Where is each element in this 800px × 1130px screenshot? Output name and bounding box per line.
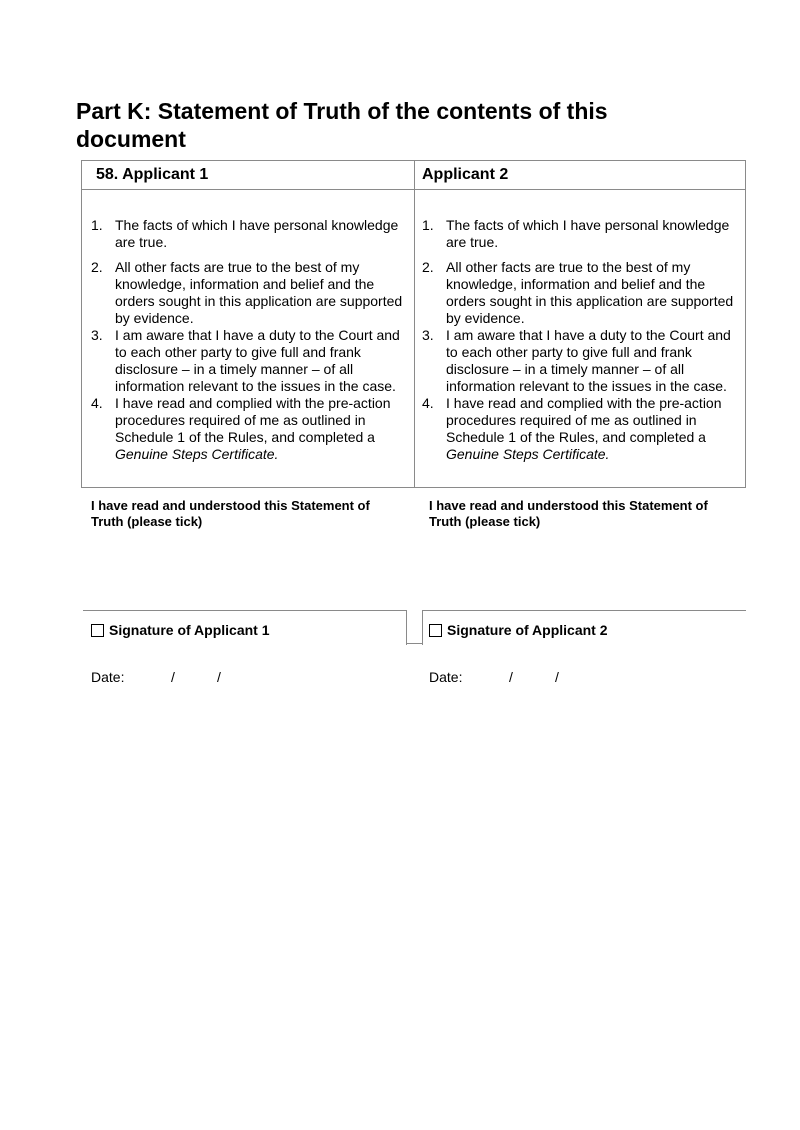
statement-text: All other facts are true to the best of my knowledge, information and belief and the orders sought in this application are supported by evidence.: [446, 259, 734, 326]
applicant2-signature-label: Signature of Applicant 2: [447, 622, 608, 638]
statement-number: 4.: [422, 395, 434, 411]
statement-text: I have read and complied with the pre-action procedures required of me as outlined in Schedule 1 of the Rules, and completed a: [115, 395, 391, 445]
applicant1-date-row[interactable]: [91, 668, 263, 686]
statement-text-italic: Genuine Steps Certificate.: [115, 446, 279, 462]
statement-of-truth-table: [81, 160, 746, 488]
statement-number: 1.: [422, 217, 434, 233]
applicant1-signature-row: [91, 621, 270, 639]
applicant1-statements-list: [82, 190, 414, 467]
applicant1-statements-cell: [82, 190, 415, 488]
applicant2-statements-list: [415, 190, 745, 467]
applicant1-tick-checkbox[interactable]: [91, 624, 104, 637]
statement-number: 2.: [422, 259, 434, 275]
date-label: Date:: [91, 669, 125, 685]
statement-text: The facts of which I have personal knowledge are true.: [115, 217, 399, 250]
statement-item: [91, 259, 408, 327]
statement-text: All other facts are true to the best of my knowledge, information and belief and the orders sought in this application are supported by evidence.: [115, 259, 403, 326]
statement-text: I am aware that I have a duty to the Court and to each other party to give full and frank disclosure – in a timely manner – of all information relevant to the issues in the case.: [446, 327, 731, 394]
date-separator: /: [555, 669, 559, 685]
date-label: Date:: [429, 669, 463, 685]
date-separator: /: [217, 669, 221, 685]
statement-item: [91, 217, 408, 251]
applicant2-date-row[interactable]: [429, 668, 601, 686]
statement-number: 4.: [91, 395, 103, 411]
statement-text: The facts of which I have personal knowledge are true.: [446, 217, 730, 250]
applicant2-statements-cell: [415, 190, 746, 488]
statement-item: [422, 327, 739, 395]
date-separator: /: [509, 669, 513, 685]
applicant2-signature-row: [429, 621, 608, 639]
statement-number: 1.: [91, 217, 103, 233]
applicant1-header: 58. Applicant 1: [82, 161, 415, 190]
page-title: Part K: Statement of Truth of the contents of this document: [76, 98, 608, 152]
applicant2-header: Applicant 2: [415, 161, 746, 190]
statement-item: [422, 217, 739, 251]
statement-number: 2.: [91, 259, 103, 275]
statement-item: [91, 327, 408, 395]
statement-item: [91, 395, 408, 463]
statement-text: I am aware that I have a duty to the Court and to each other party to give full and frank disclosure – in a timely manner – of all information relevant to the issues in the case.: [115, 327, 400, 394]
applicant1-acknowledgement-label: I have read and understood this Statement of Truth (please tick): [91, 498, 370, 529]
statement-text-wrapper: [446, 395, 739, 463]
statement-number: 3.: [91, 327, 103, 343]
statement-text-italic: Genuine Steps Certificate.: [446, 446, 610, 462]
signature-divider: [406, 643, 422, 644]
statement-text: I have read and complied with the pre-action procedures required of me as outlined in Schedule 1 of the Rules, and completed a: [446, 395, 722, 445]
statement-text-wrapper: [115, 395, 408, 463]
applicant2-tick-checkbox[interactable]: [429, 624, 442, 637]
applicant1-signature-label: Signature of Applicant 1: [109, 622, 270, 638]
statement-item: [422, 259, 739, 327]
date-separator: /: [171, 669, 175, 685]
applicant2-acknowledgement-label: I have read and understood this Statement of Truth (please tick): [429, 498, 708, 529]
statement-item: [422, 395, 739, 463]
statement-number: 3.: [422, 327, 434, 343]
